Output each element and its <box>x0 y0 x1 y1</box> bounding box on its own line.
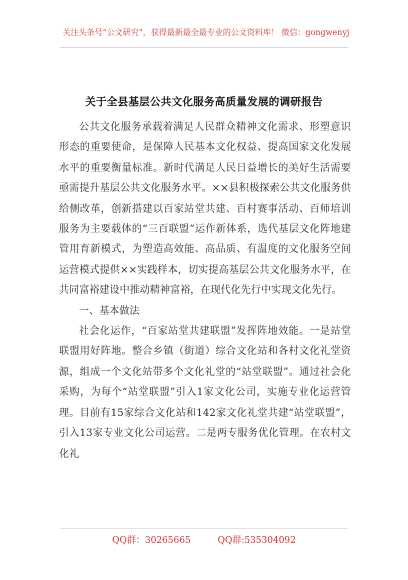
header-promo-note: 关注头条号“公文研究”，获得最新最全最专业的公文资料库！ 微信：gongwenyj <box>62 28 350 37</box>
intro-paragraph: 公共文化服务承载着满足人民群众精神文化需求、形塑意识形态的重要使命，是保障人民基本文化权益、提高国家文化发展水平的重要衡量标准。新时代满足人民日益增长的美好生活需要亟需提升基层公共文化服务水平。××县积极探索公共文化服务供给侧改革，创新搭建以百家站堂共建、百村赛事活动、百师培训服务为主要载体的“三百联盟”运作新体系，选代基层文化阵地建管用育新模式，为塑造高效能、高品质、有温度的文化服务空间运营模式提供××实践样本，切实提高基层公共文化服务水平，在共同富裕建设中推动精神富裕，在现代化先行中实现文化先行。 <box>59 122 351 297</box>
section-heading: 一、基本做法 <box>79 305 140 317</box>
section-paragraph: 社会化运作，“百家站堂共建联盟”发挥阵地效能。一是站堂联盟用好阵地。整合乡镇（街道）综合文化站和各村文化礼堂资源，组成一个文化站带多个文化礼堂的“站堂联盟”。通过社会化采购，为每个“站堂联盟”引入1家文化公司，实施专业化运营管理。目前有15家综合文化站和142家文化礼堂共建“站堂联盟”，引入13家专业文化公司运营。二是两专服务优化管理。在农村文化礼 <box>59 326 351 460</box>
footer-contact <box>80 533 328 549</box>
footer-divider <box>60 528 348 529</box>
footer-qq-group-1: QQ群：30265665 <box>112 536 191 546</box>
document-body <box>59 118 351 465</box>
footer-qq-group-2: QQ群:535304092 <box>217 536 296 546</box>
document-title: 关于全县基层公共文化服务高质量发展的调研报告 <box>85 96 323 108</box>
header-divider <box>60 47 348 48</box>
